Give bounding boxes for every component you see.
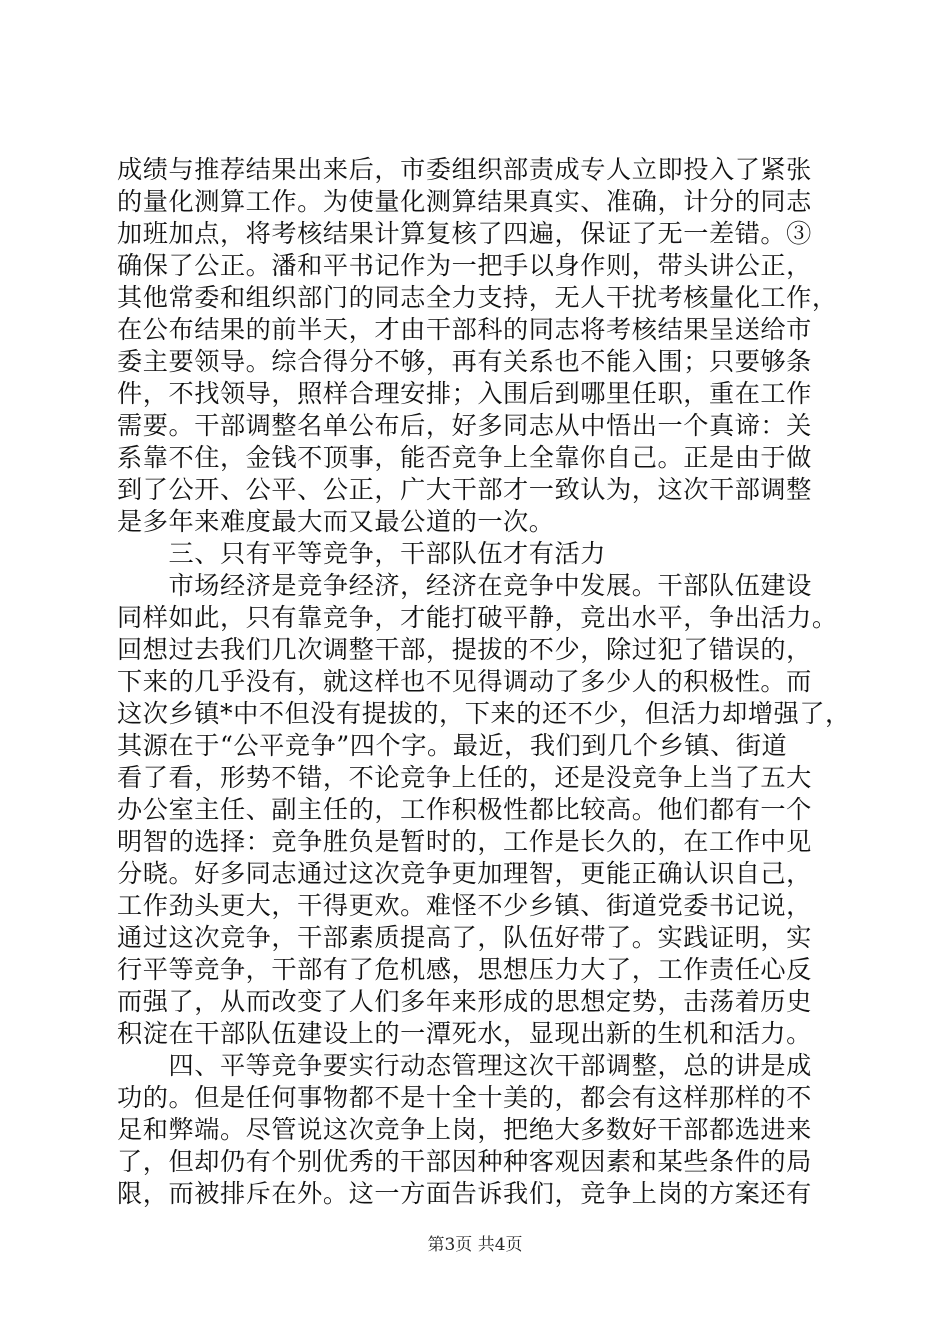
text-line: 成绩与推荐结果出来后，市委组织部责成专人立即投入了紧张 xyxy=(117,155,812,184)
text-line: 同样如此，只有靠竞争，才能打破平静，竞出水平，争出活力。 xyxy=(117,603,838,632)
text-line: 件，不找领导，照样合理安排；入围后到哪里任职，重在工作 xyxy=(117,379,812,408)
text-line: 足和弊端。尽管说这次竞争上岗，把绝大多数好干部都选进来 xyxy=(117,1115,812,1144)
text-line: 而强了，从而改变了人们多年来形成的思想定势，击荡着历史 xyxy=(117,987,812,1016)
text-line: 回想过去我们几次调整干部，提拔的不少，除过犯了错误的， xyxy=(117,635,812,664)
text-line: 其他常委和组织部门的同志全力支持，无人干扰考核量化工作， xyxy=(117,283,838,312)
text-line: 确保了公正。潘和平书记作为一把手以身作则，带头讲公正， xyxy=(117,251,812,280)
text-line: 行平等竞争，干部有了危机感，思想压力大了，工作责任心反 xyxy=(117,955,812,984)
text-line: 明智的选择：竞争胜负是暂时的，工作是长久的，在工作中见 xyxy=(117,827,812,856)
text-line: 了，但却仍有个别优秀的干部因种种客观因素和某些条件的局 xyxy=(117,1147,812,1176)
text-line: 通过这次竞争，干部素质提高了，队伍好带了。实践证明，实 xyxy=(117,923,812,952)
text-line: 其源在于“公平竞争”四个字。最近，我们到几个乡镇、街道 xyxy=(117,731,788,760)
text-line: 委主要领导。综合得分不够，再有关系也不能入围；只要够条 xyxy=(117,347,812,376)
text-line: 办公室主任、副主任的，工作积极性都比较高。他们都有一个 xyxy=(117,795,812,824)
text-line: 需要。干部调整名单公布后，好多同志从中悟出一个真谛：关 xyxy=(117,411,812,440)
text-line: 市场经济是竞争经济，经济在竞争中发展。干部队伍建设 xyxy=(117,571,812,600)
text-line: 到了公开、公平、公正，广大干部才一致认为，这次干部调整 xyxy=(117,475,812,504)
text-line: 功的。但是任何事物都不是十全十美的，都会有这样那样的不 xyxy=(117,1083,812,1112)
text-line: 下来的几乎没有，就这样也不见得调动了多少人的积极性。而 xyxy=(117,667,812,696)
text-line: 限，而被排斥在外。这一方面告诉我们，竞争上岗的方案还有 xyxy=(117,1179,812,1208)
text-line: 在公布结果的前半天，才由干部科的同志将考核结果呈送给市 xyxy=(117,315,812,344)
section-heading: 四、平等竞争要实行动态管理这次干部调整，总的讲是成 xyxy=(117,1051,812,1080)
text-line: 分晓。好多同志通过这次竞争更加理智，更能正确认识自己， xyxy=(117,859,812,888)
page-footer: 第3页 共4页 xyxy=(427,1235,523,1255)
text-line: 积淀在干部队伍建设上的一潭死水，显现出新的生机和活力。 xyxy=(117,1019,812,1048)
text-line: 这次乡镇*中不但没有提拔的，下来的还不少，但活力却增强了， xyxy=(117,699,851,728)
text-line: 看了看，形势不错，不论竞争上任的，还是没竞争上当了五大 xyxy=(117,763,812,792)
text-line: 的量化测算工作。为使量化测算结果真实、准确，计分的同志 xyxy=(117,187,812,216)
text-line: 工作劲头更大，干得更欢。难怪不少乡镇、街道党委书记说， xyxy=(117,891,812,920)
text-line: 系靠不住，金钱不顶事，能否竞争上全靠你自己。正是由于做 xyxy=(117,443,812,472)
section-heading: 三、只有平等竞争，干部队伍才有活力 xyxy=(117,539,607,568)
text-line: 加班加点，将考核结果计算复核了四遍，保证了无一差错。③ xyxy=(117,219,812,248)
text-line: 是多年来难度最大而又最公道的一次。 xyxy=(117,507,555,536)
